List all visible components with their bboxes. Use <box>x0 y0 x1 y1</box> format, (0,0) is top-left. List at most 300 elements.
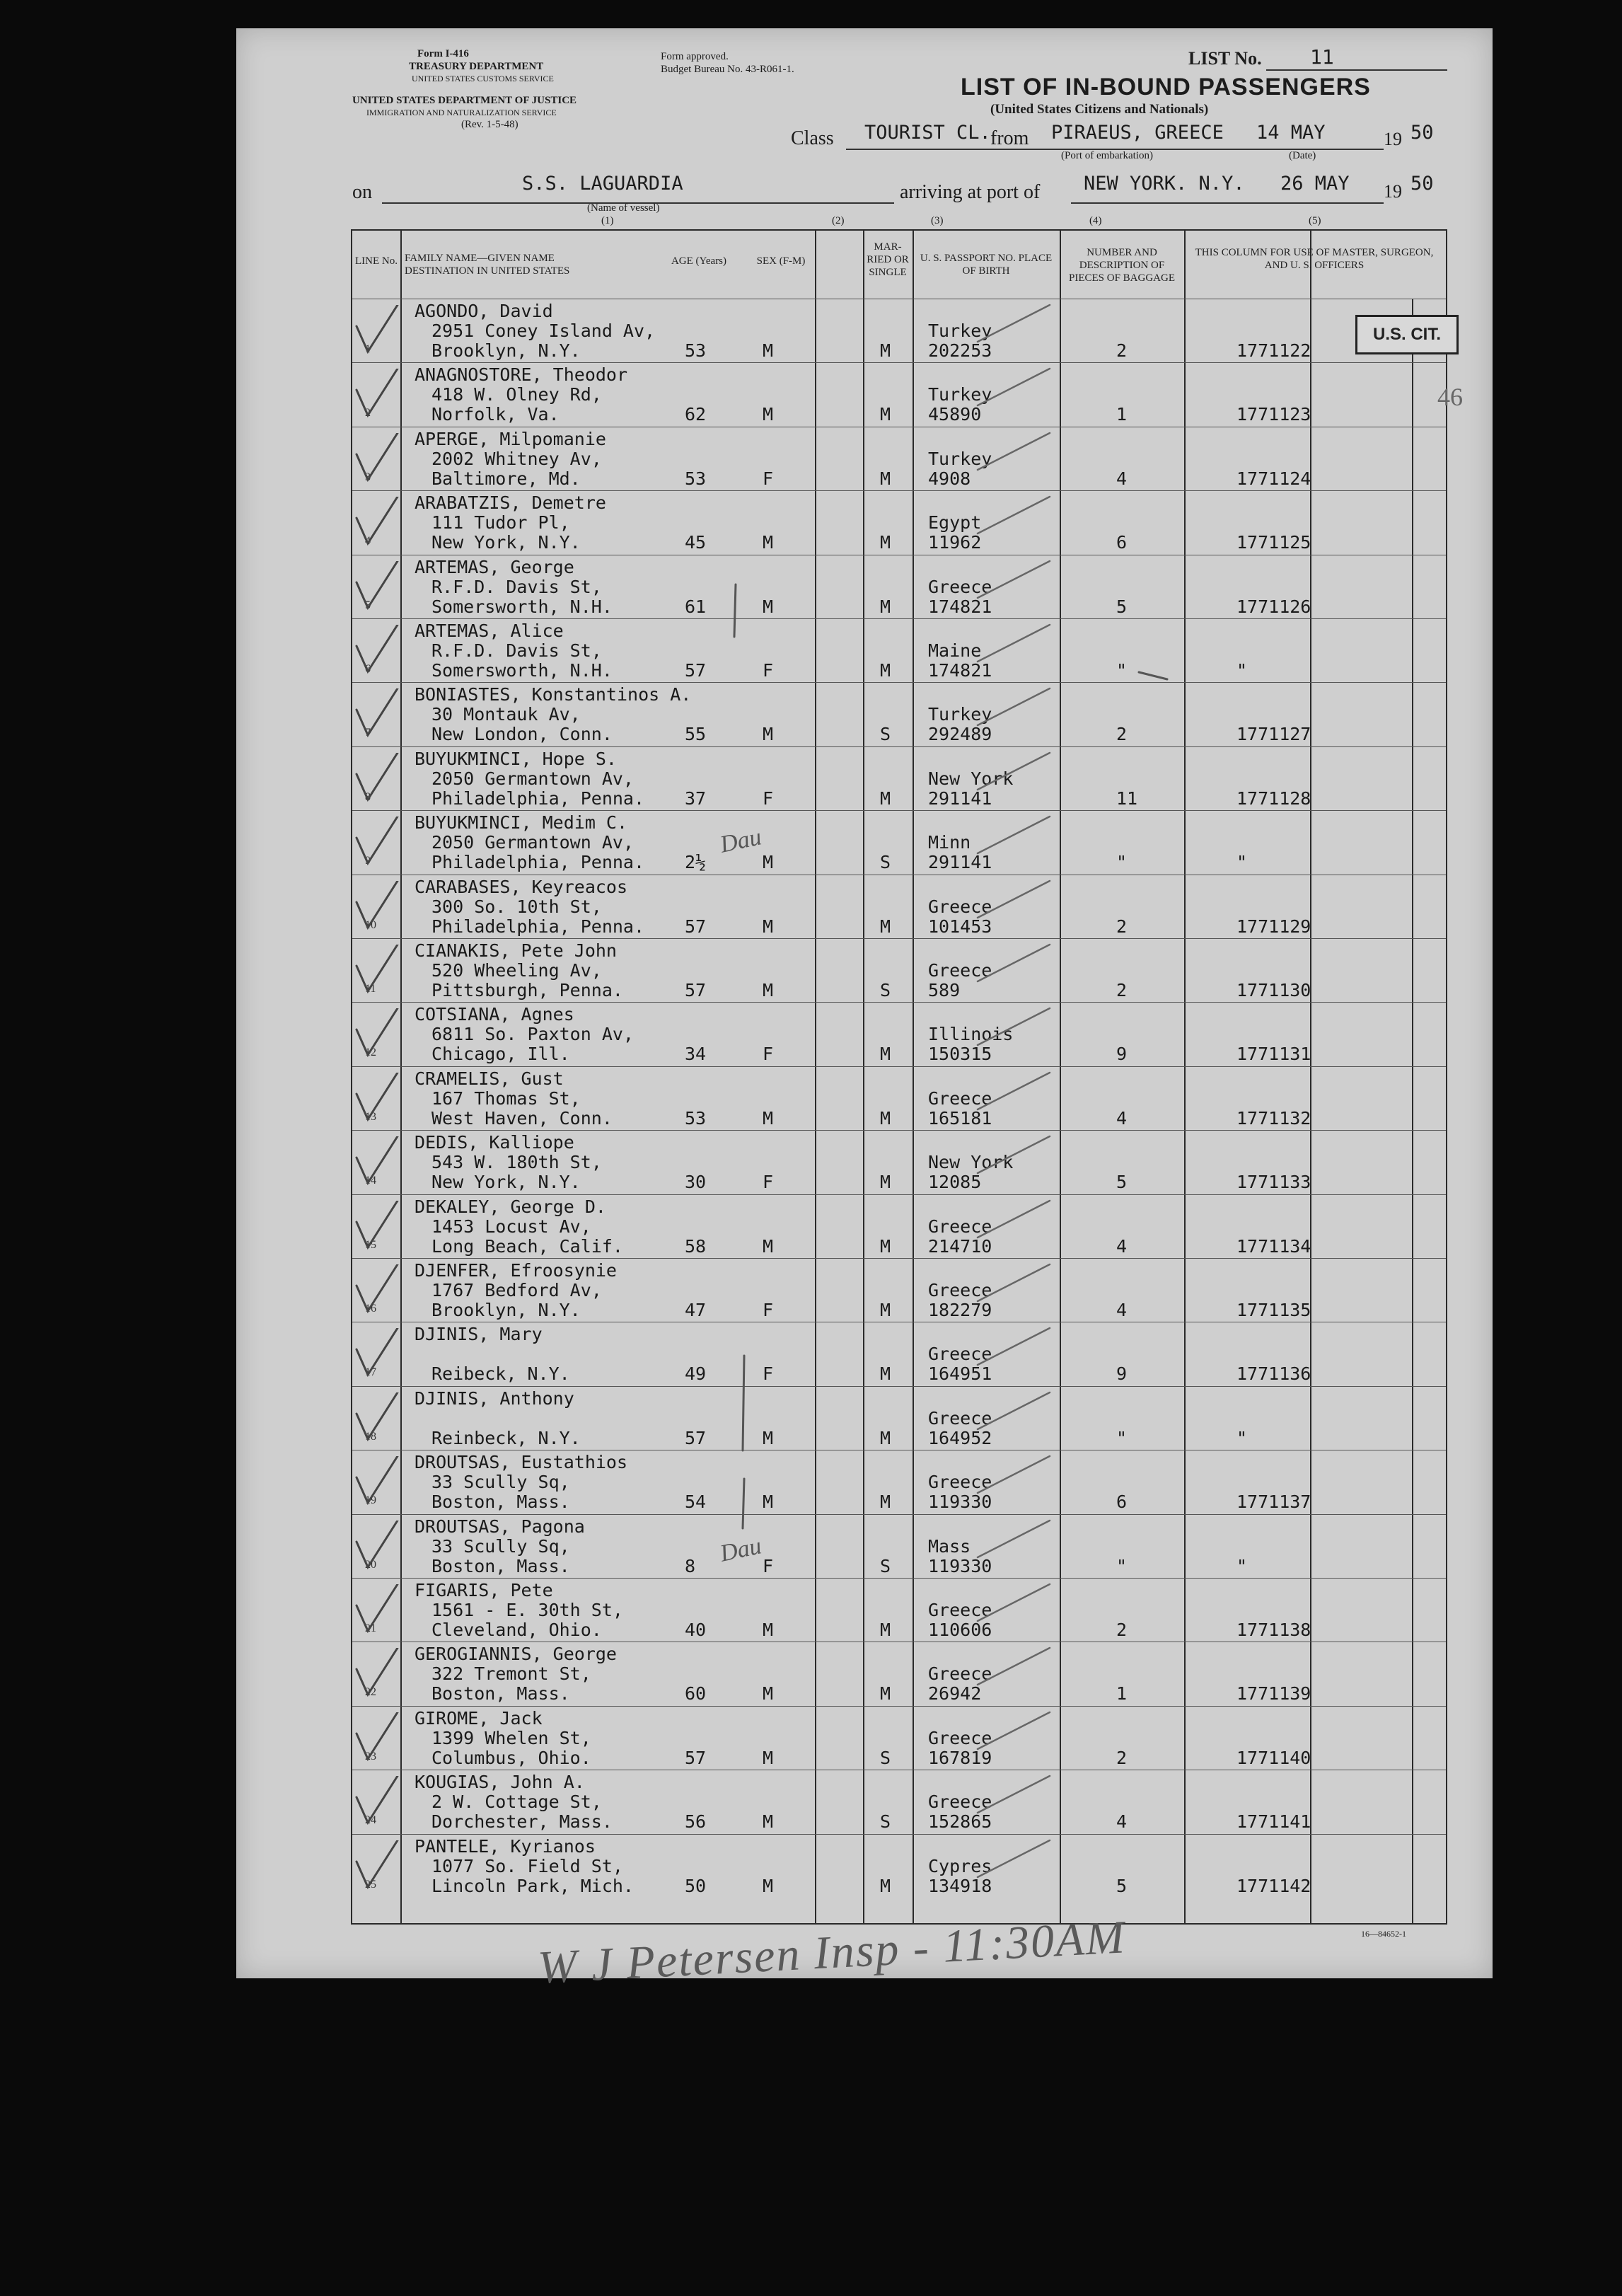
passenger-age: 57 <box>685 660 707 681</box>
passenger-marital: M <box>880 916 891 937</box>
passenger-marital: M <box>880 1107 891 1129</box>
place-of-birth: New York <box>928 1152 1014 1173</box>
line-number: 1 <box>365 343 371 355</box>
page-title: LIST OF IN-BOUND PASSENGERS <box>961 74 1371 100</box>
place-of-birth: Turkey <box>928 321 992 341</box>
reference-number: 1771126 <box>1236 596 1311 617</box>
passenger-street: 1767 Bedford Av, <box>431 1280 602 1300</box>
passenger-city: Reinbeck, N.Y. <box>431 1427 581 1448</box>
passport-number: 214710 <box>928 1235 992 1257</box>
place-of-birth: Cypres <box>928 1855 992 1876</box>
reference-number: 1771128 <box>1236 788 1311 809</box>
place-of-birth: Egypt <box>928 512 982 533</box>
class-label: Class <box>791 127 834 149</box>
customs-service: UNITED STATES CUSTOMS SERVICE <box>412 74 554 83</box>
baggage-count: 2 <box>1116 1747 1128 1768</box>
passenger-marital: M <box>880 1300 891 1320</box>
passenger-city: Boston, Mass. <box>431 1492 570 1513</box>
passenger-street: 543 W. 180th St, <box>431 1152 602 1173</box>
reference-number: 1771134 <box>1236 1235 1311 1257</box>
embark-date: 14 MAY <box>1256 122 1326 144</box>
place-of-birth: Greece <box>928 1727 992 1748</box>
passenger-sex: M <box>763 1811 774 1833</box>
line-number: 10 <box>365 918 376 931</box>
reference-number: 1771124 <box>1236 468 1311 489</box>
passenger-name: PANTELE, Kyrianos <box>415 1835 596 1857</box>
reference-number: 1771131 <box>1236 1044 1311 1065</box>
line-number: 7 <box>365 727 371 739</box>
us-citizen-stamp: U.S. CIT. <box>1355 315 1459 354</box>
passenger-street: 2050 Germantown Av, <box>431 768 634 789</box>
passenger-marital: S <box>880 1555 891 1576</box>
passenger-city: Pittsburgh, Penna. <box>431 980 623 1000</box>
passenger-sex: M <box>763 980 774 1000</box>
ins-service: IMMIGRATION AND NATURALIZATION SERVICE <box>366 108 557 117</box>
place-of-birth: New York <box>928 768 1014 789</box>
baggage-count: 1 <box>1116 404 1128 425</box>
reference-number: 1771129 <box>1236 916 1311 937</box>
on-label: on <box>352 181 372 203</box>
passport-number: 202253 <box>928 340 992 361</box>
reference-number: " <box>1236 660 1248 681</box>
passenger-marital: M <box>880 1044 891 1065</box>
passenger-age: 47 <box>685 1300 707 1320</box>
passenger-marital: S <box>880 852 891 873</box>
passenger-city: Boston, Mass. <box>431 1683 570 1704</box>
place-of-birth: Greece <box>928 1280 992 1300</box>
passenger-sex: M <box>763 404 774 425</box>
reference-number: 1771125 <box>1236 532 1311 553</box>
passenger-sex: M <box>763 596 774 617</box>
line-number: 16 <box>365 1303 376 1315</box>
passenger-marital: M <box>880 596 891 617</box>
passenger-marital: M <box>880 1172 891 1193</box>
reference-number: 1771138 <box>1236 1620 1311 1640</box>
passenger-city: Philadelphia, Penna. <box>431 788 645 809</box>
passenger-marital: S <box>880 980 891 1000</box>
passenger-street: 2002 Whitney Av, <box>431 448 602 469</box>
passenger-sex: F <box>763 1300 774 1320</box>
passenger-sex: M <box>763 1620 774 1640</box>
passenger-street: R.F.D. Davis St, <box>431 576 602 597</box>
line-number: 3 <box>365 471 371 483</box>
passenger-city: Cleveland, Ohio. <box>431 1620 602 1640</box>
place-of-birth: Greece <box>928 1600 992 1620</box>
line-number: 14 <box>365 1175 376 1187</box>
passenger-marital: M <box>880 1235 891 1257</box>
col-num-3: (3) <box>931 215 944 226</box>
passenger-city: Somersworth, N.H. <box>431 596 613 617</box>
passenger-marital: M <box>880 1363 891 1385</box>
passenger-name: ARTEMAS, George <box>415 556 574 577</box>
passenger-age: 34 <box>685 1044 707 1065</box>
passport-number: 11962 <box>928 532 982 553</box>
passenger-name: COTSIANA, Agnes <box>415 1004 574 1025</box>
passenger-name: ARTEMAS, Alice <box>415 621 564 641</box>
reference-number: 1771140 <box>1236 1747 1311 1768</box>
passenger-age: 8 <box>685 1555 696 1576</box>
col-header-passport: U. S. PASSPORT NO. PLACE OF BIRTH <box>920 253 1053 277</box>
passenger-city: Norfolk, Va. <box>431 404 560 425</box>
passport-number: 174821 <box>928 660 992 681</box>
passenger-name: BUYUKMINCI, Medim C. <box>415 812 628 833</box>
passenger-name: DEKALEY, George D. <box>415 1196 606 1217</box>
passport-number: 174821 <box>928 596 992 617</box>
passport-number: 150315 <box>928 1044 992 1065</box>
baggage-count: 4 <box>1116 1107 1128 1129</box>
passport-number: 164951 <box>928 1363 992 1385</box>
passenger-marital: M <box>880 1620 891 1640</box>
passenger-street: 418 W. Olney Rd, <box>431 384 602 405</box>
passenger-name: DJENFER, Efroosynie <box>415 1260 617 1281</box>
passenger-age: 49 <box>685 1363 707 1385</box>
passenger-sex: M <box>763 340 774 361</box>
place-of-birth: Greece <box>928 896 992 917</box>
passenger-sex: M <box>763 1492 774 1513</box>
passenger-marital: M <box>880 788 891 809</box>
budget-bureau: Budget Bureau No. 43-R061-1. <box>661 64 794 75</box>
baggage-count: 2 <box>1116 724 1128 745</box>
vessel-name: S.S. LAGUARDIA <box>522 173 683 195</box>
passport-number: 12085 <box>928 1172 982 1193</box>
passport-number: 45890 <box>928 404 982 425</box>
reference-number: 1771136 <box>1236 1363 1311 1385</box>
passenger-age: 53 <box>685 1107 707 1129</box>
line-number: 21 <box>365 1622 376 1634</box>
baggage-count: 4 <box>1116 1811 1128 1833</box>
revision: (Rev. 1-5-48) <box>461 119 519 130</box>
reference-number: " <box>1236 1427 1248 1448</box>
passenger-street: 30 Montauk Av, <box>431 704 581 725</box>
form-approved: Form approved. <box>661 51 729 62</box>
handwritten-note-dau: Dau <box>717 1533 764 1567</box>
passenger-name: FIGARIS, Pete <box>415 1580 553 1600</box>
line-number: 19 <box>365 1494 376 1507</box>
passport-number: 182279 <box>928 1300 992 1320</box>
baggage-count: 5 <box>1116 1875 1128 1896</box>
baggage-count: 2 <box>1116 916 1128 937</box>
passenger-marital: M <box>880 468 891 489</box>
line-number: 9 <box>365 855 371 867</box>
baggage-count: 6 <box>1116 1492 1128 1513</box>
reference-number: 1771139 <box>1236 1683 1311 1704</box>
passenger-street: 111 Tudor Pl, <box>431 512 570 533</box>
arrival-year: 50 <box>1410 173 1434 195</box>
col-header-sex: SEX (F-M) <box>756 255 806 267</box>
passenger-marital: M <box>880 1427 891 1448</box>
col-header-line: LINE No. <box>355 255 398 267</box>
passenger-city: Chicago, Ill. <box>431 1044 570 1065</box>
line-number: 4 <box>365 535 371 548</box>
passenger-marital: S <box>880 1747 891 1768</box>
line-number: 23 <box>365 1750 376 1763</box>
line-number: 2 <box>365 407 371 420</box>
line-number: 5 <box>365 599 371 611</box>
baggage-count: 5 <box>1116 596 1128 617</box>
passenger-marital: S <box>880 724 891 745</box>
handwritten-note-dau: Dau <box>717 824 764 858</box>
year-prefix-2: 19 <box>1384 181 1402 202</box>
reference-number: 1771141 <box>1236 1811 1311 1833</box>
line-number: 15 <box>365 1238 376 1251</box>
class-value: TOURIST CL. <box>864 122 991 144</box>
reference-number: 1771122 <box>1236 340 1311 361</box>
page-number: 46 <box>1437 383 1463 411</box>
reference-number: 1771127 <box>1236 724 1311 745</box>
place-of-birth: Greece <box>928 1344 992 1365</box>
passport-number: 589 <box>928 980 961 1000</box>
baggage-count: 4 <box>1116 468 1128 489</box>
passenger-sex: M <box>763 916 774 937</box>
passenger-city: Baltimore, Md. <box>431 468 581 489</box>
passenger-marital: M <box>880 404 891 425</box>
passenger-street: 1077 So. Field St, <box>431 1855 623 1876</box>
passenger-age: 58 <box>685 1235 707 1257</box>
passenger-sex: M <box>763 1875 774 1896</box>
passenger-city: New London, Conn. <box>431 724 613 745</box>
col-num-1: (1) <box>601 215 614 226</box>
passport-number: 101453 <box>928 916 992 937</box>
line-number: 17 <box>365 1366 376 1379</box>
passport-number: 164952 <box>928 1427 992 1448</box>
justice-dept: UNITED STATES DEPARTMENT OF JUSTICE <box>352 95 577 106</box>
reference-number: 1771133 <box>1236 1172 1311 1193</box>
passenger-name: CIANAKIS, Pete John <box>415 940 617 961</box>
reference-number: 1771142 <box>1236 1875 1311 1896</box>
place-of-birth: Greece <box>928 576 992 597</box>
passenger-city: New York, N.Y. <box>431 1172 581 1193</box>
passenger-street: 33 Scully Sq, <box>431 1472 570 1493</box>
passenger-sex: F <box>763 788 774 809</box>
passport-number: 152865 <box>928 1811 992 1833</box>
line-number: 20 <box>365 1558 376 1571</box>
passport-number: 119330 <box>928 1492 992 1513</box>
passenger-sex: M <box>763 852 774 873</box>
passport-number: 291141 <box>928 788 992 809</box>
passenger-age: 57 <box>685 916 707 937</box>
passenger-age: 62 <box>685 404 707 425</box>
col-header-baggage: NUMBER AND DESCRIPTION OF PIECES OF BAGGAGE <box>1068 247 1175 284</box>
passenger-sex: M <box>763 1107 774 1129</box>
baggage-count: 4 <box>1116 1300 1128 1320</box>
passenger-marital: S <box>880 1811 891 1833</box>
passenger-name: AGONDO, David <box>415 301 553 321</box>
passenger-street: 1561 - E. 30th St, <box>431 1600 623 1620</box>
passenger-age: 57 <box>685 980 707 1000</box>
passenger-sex: F <box>763 1555 774 1576</box>
passenger-marital: M <box>880 660 891 681</box>
passenger-name: APERGE, Milpomanie <box>415 428 606 449</box>
passenger-name: ANAGNOSTORE, Theodor <box>415 364 628 386</box>
baggage-count: 4 <box>1116 1235 1128 1257</box>
col-header-name: FAMILY NAME—GIVEN NAME DESTINATION IN UNITED STATES <box>405 253 570 277</box>
passenger-city: Lincoln Park, Mich. <box>431 1875 634 1896</box>
baggage-count: " <box>1116 1427 1128 1448</box>
line-number: 24 <box>365 1814 376 1827</box>
passenger-city: Philadelphia, Penna. <box>431 852 645 873</box>
passenger-city: Boston, Mass. <box>431 1555 570 1576</box>
passenger-sex: M <box>763 1235 774 1257</box>
passenger-age: 45 <box>685 532 707 553</box>
passenger-age: 60 <box>685 1683 707 1704</box>
passenger-marital: M <box>880 1683 891 1704</box>
passenger-city: Brooklyn, N.Y. <box>431 1300 581 1320</box>
passenger-sex: M <box>763 1747 774 1768</box>
reference-number: 1771123 <box>1236 404 1311 425</box>
port-embark-caption: (Port of embarkation) <box>1061 150 1153 161</box>
place-of-birth: Greece <box>928 1407 992 1429</box>
passenger-age: 57 <box>685 1747 707 1768</box>
passenger-street: 1453 Locust Av, <box>431 1216 591 1237</box>
place-of-birth: Greece <box>928 1216 992 1237</box>
line-number: 6 <box>365 663 371 675</box>
passenger-age: 57 <box>685 1427 707 1448</box>
passenger-name: ARABATZIS, Demetre <box>415 492 606 514</box>
passenger-sex: M <box>763 1683 774 1704</box>
passenger-name: DJINIS, Mary <box>415 1324 543 1345</box>
passenger-marital: M <box>880 1492 891 1513</box>
list-no-value: 11 <box>1310 45 1334 69</box>
baggage-count: 11 <box>1116 788 1138 809</box>
passenger-street: 6811 So. Paxton Av, <box>431 1024 634 1045</box>
line-number: 8 <box>365 790 371 803</box>
passport-number: 292489 <box>928 724 992 745</box>
from-label: from <box>990 127 1029 149</box>
passenger-street: 2 W. Cottage St, <box>431 1792 602 1813</box>
passport-number: 26942 <box>928 1683 982 1704</box>
baggage-count: 9 <box>1116 1363 1128 1385</box>
page-subtitle: (United States Citizens and Nationals) <box>990 102 1209 117</box>
line-number: 25 <box>365 1878 376 1891</box>
passenger-name: CARABASES, Keyreacos <box>415 876 628 897</box>
passenger-name: DJINIS, Anthony <box>415 1388 574 1409</box>
passenger-sex: M <box>763 1427 774 1448</box>
footer-code: 16—84652-1 <box>1361 1929 1406 1939</box>
passenger-age: 61 <box>685 596 707 617</box>
passenger-street: 167 Thomas St, <box>431 1088 581 1109</box>
line-number: 18 <box>365 1430 376 1443</box>
line-number: 13 <box>365 1110 376 1123</box>
col-num-4: (4) <box>1089 215 1102 226</box>
passport-number: 110606 <box>928 1620 992 1640</box>
port-embarkation: PIRAEUS, GREECE <box>1051 122 1224 144</box>
reference-number: " <box>1236 852 1248 873</box>
passenger-sex: M <box>763 532 774 553</box>
passenger-name: DROUTSAS, Pagona <box>415 1516 585 1537</box>
line-number: 22 <box>365 1686 376 1699</box>
passenger-name: BONIASTES, Konstantinos A. <box>415 684 692 705</box>
passport-number: 167819 <box>928 1747 992 1768</box>
passenger-city: Dorchester, Mass. <box>431 1811 613 1833</box>
passenger-name: DEDIS, Kalliope <box>415 1132 574 1153</box>
baggage-count: " <box>1116 660 1128 681</box>
passenger-sex: F <box>763 1172 774 1193</box>
passport-number: 119330 <box>928 1555 992 1576</box>
list-no-label: LIST No. <box>1188 48 1262 69</box>
baggage-count: " <box>1116 1555 1128 1576</box>
baggage-count: 2 <box>1116 1620 1128 1640</box>
date-caption: (Date) <box>1289 150 1316 161</box>
place-of-birth: Turkey <box>928 384 992 405</box>
col-header-age: AGE (Years) <box>671 255 727 267</box>
passenger-sex: F <box>763 660 774 681</box>
passenger-street: 2050 Germantown Av, <box>431 832 634 853</box>
col-num-2: (2) <box>832 215 845 226</box>
passenger-name: GEROGIANNIS, George <box>415 1644 617 1665</box>
place-of-birth: Greece <box>928 1088 992 1109</box>
reference-number: 1771132 <box>1236 1107 1311 1129</box>
passenger-city: Brooklyn, N.Y. <box>431 340 581 361</box>
reference-number: 1771137 <box>1236 1492 1311 1513</box>
place-of-birth: Minn <box>928 832 971 853</box>
passenger-age: 30 <box>685 1172 707 1193</box>
passenger-city: Long Beach, Calif. <box>431 1235 623 1257</box>
place-of-birth: Illinois <box>928 1024 1014 1045</box>
col-header-married: MAR- RIED OR SINGLE <box>867 241 909 278</box>
passenger-age: 55 <box>685 724 707 745</box>
passenger-street: 322 Tremont St, <box>431 1663 591 1685</box>
place-of-birth: Turkey <box>928 448 992 469</box>
baggage-count: 2 <box>1116 980 1128 1000</box>
passenger-city: Reibeck, N.Y. <box>431 1363 570 1385</box>
passenger-name: CRAMELIS, Gust <box>415 1068 564 1089</box>
passenger-marital: M <box>880 532 891 553</box>
baggage-count: 5 <box>1116 1172 1128 1193</box>
passenger-age: 53 <box>685 340 707 361</box>
passenger-marital: M <box>880 340 891 361</box>
reference-number: " <box>1236 1555 1248 1576</box>
passenger-city: West Haven, Conn. <box>431 1107 613 1129</box>
passport-number: 165181 <box>928 1107 992 1129</box>
passenger-age: 54 <box>685 1492 707 1513</box>
baggage-count: 2 <box>1116 340 1128 361</box>
embark-year: 50 <box>1410 122 1434 144</box>
passenger-street: 1399 Whelen St, <box>431 1727 591 1748</box>
form-number: Form I-416 <box>417 48 469 59</box>
passenger-age: 53 <box>685 468 707 489</box>
passenger-name: BUYUKMINCI, Hope S. <box>415 748 617 769</box>
passenger-street: 33 Scully Sq, <box>431 1535 570 1557</box>
baggage-count: " <box>1116 852 1128 873</box>
place-of-birth: Mass <box>928 1535 971 1557</box>
arrival-date: 26 MAY <box>1280 173 1350 195</box>
place-of-birth: Greece <box>928 1663 992 1685</box>
passenger-sex: F <box>763 1044 774 1065</box>
year-prefix-1: 19 <box>1384 129 1402 149</box>
passenger-sex: F <box>763 468 774 489</box>
passport-number: 4908 <box>928 468 971 489</box>
baggage-count: 6 <box>1116 532 1128 553</box>
place-of-birth: Maine <box>928 640 982 661</box>
passport-number: 134918 <box>928 1875 992 1896</box>
passenger-city: New York, N.Y. <box>431 532 581 553</box>
treasury-dept: TREASURY DEPARTMENT <box>409 61 544 72</box>
passenger-city: Somersworth, N.H. <box>431 660 613 681</box>
passenger-age: 37 <box>685 788 707 809</box>
baggage-count: 1 <box>1116 1683 1128 1704</box>
passenger-street: 2951 Coney Island Av, <box>431 321 656 341</box>
passenger-age: 56 <box>685 1811 707 1833</box>
vessel-caption: (Name of vessel) <box>587 202 660 214</box>
line-number: 11 <box>365 983 376 995</box>
passenger-name: DROUTSAS, Eustathios <box>415 1452 628 1473</box>
line-number: 12 <box>365 1046 376 1059</box>
passenger-city: Philadelphia, Penna. <box>431 916 645 937</box>
passenger-street: 520 Wheeling Av, <box>431 960 602 981</box>
passenger-age: 40 <box>685 1620 707 1640</box>
place-of-birth: Greece <box>928 1472 992 1493</box>
passenger-street: R.F.D. Davis St, <box>431 640 602 661</box>
